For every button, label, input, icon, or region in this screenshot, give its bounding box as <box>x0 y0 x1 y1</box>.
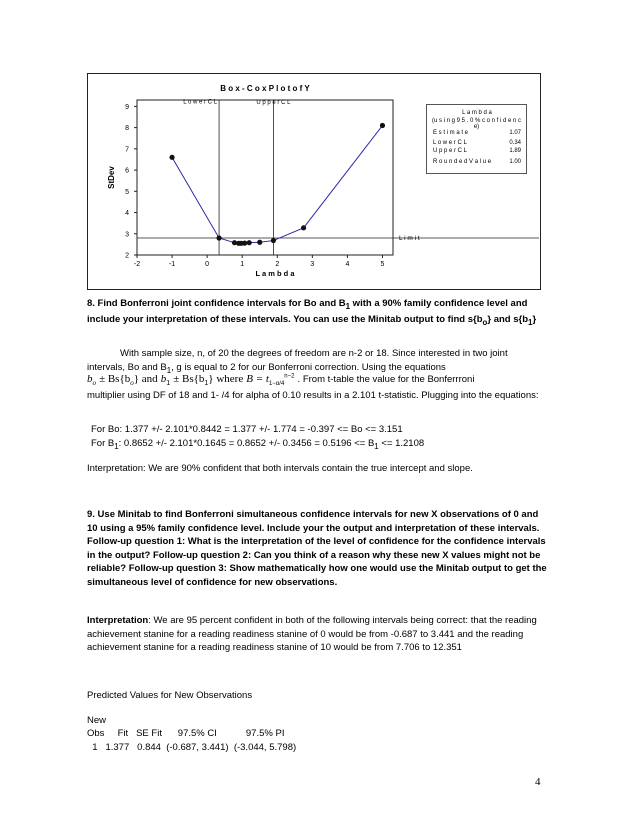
legend-title: L a m b d a <box>462 110 492 116</box>
y-tick-label: 4 <box>125 210 129 218</box>
box-cox-chart <box>0 0 638 300</box>
predicted-table-header: Obs Fit SE Fit 97.5% CI 97.5% PI <box>87 728 285 739</box>
y-tick-label: 9 <box>125 103 129 111</box>
q8-heading: 8. Find Bonferroni joint confidence intervals for Bo and $B_1$ with a 90% family confidence level and include your interpretation of these intervals. You can use the Minitab output to find $s\{b_o\}$ and $s\{b_1\}$ <box>87 298 537 328</box>
lower-cl-label: L o w e r C L <box>183 99 218 106</box>
predicted-table-row: 1 1.377 0.844 (-0.687, 3.441) (-3.044, 5.798) <box>87 742 297 753</box>
upper-cl-label: U p p e r C L <box>256 100 291 106</box>
y-axis-label: StDev <box>107 166 116 189</box>
x-tick-label: 1 <box>240 261 245 268</box>
x-axis-label: L a m b d a <box>255 269 295 278</box>
q9-interpretation: Interpretation: We are 95 percent confident in both of the following intervals being correct: that the reading achievement stanine for a reading readiness stanine of 0 would be from -0.687 to 3.441 and the reading achievement stanine for a reading readiness stanine of 10 would be from 7.706 to 12.351 <box>87 615 537 653</box>
legend-row-upper-cl: U p p e r C L 1.89 <box>433 148 521 154</box>
data-point <box>301 225 306 230</box>
q8-paragraph-2: multiplier using DF of 18 and 1- /4 for alpha of 0.10 results in a 2.101 t-statistic. Plugging into the equations: <box>87 390 539 401</box>
data-point <box>216 235 221 240</box>
limit-label: L i m i t <box>399 235 420 243</box>
x-tick-label: 5 <box>380 261 385 268</box>
q8-equation-line: $b_o \pm Bs\{b_o\}$ and $b_1 \pm Bs\{b_1\}$ where $B = t_{1-\alpha/4}^{n-2}$ . From t-table the value for the Bonferrroni <box>87 373 475 388</box>
data-point <box>169 155 174 160</box>
predicted-values-title: Predicted Values for New Observations <box>87 690 253 701</box>
data-point <box>242 241 247 246</box>
y-tick-label: 6 <box>125 167 129 175</box>
q8-bo-interval: For Bo: 1.377 +/- 2.101*0.8442 = 1.377 +/- 1.774 = -0.397 <= Bo <= 3.151 <box>91 424 403 435</box>
predicted-table-line-1: New <box>87 715 107 726</box>
legend-subtitle: (u s i n g 9 5 . 0 % c o n f i d e n c e) <box>431 118 522 130</box>
x-tick-label: 4 <box>345 261 350 268</box>
x-tick-label: 3 <box>310 261 315 268</box>
stdev-curve <box>172 125 382 243</box>
y-tick-label: 5 <box>125 188 129 196</box>
q9-heading: 9. Use Minitab to find Bonferroni simultaneous confidence intervals for new X observations of 0 and 10 using a 95% family confidence level. Include your the output and interpretation of these intervals. Follow-up question 1: What is the interpretation of the level of confidence for the confidence intervals in the output? Follow-up question 2: Can you think of a reason why these new X values might not be reliable? Follow-up question 3: Show mathematically how one would use the Minitab output to get the simultaneous level of confidence for new observations. <box>87 509 547 588</box>
legend-row-estimate: E s t i m a t e 1.07 <box>433 130 521 136</box>
x-tick-label: 0 <box>205 261 210 268</box>
y-tick-label: 8 <box>125 125 129 133</box>
q8-interpretation: Interpretation: We are 90% confident that both intervals contain the true intercept and slope. <box>87 463 473 474</box>
data-point <box>271 238 276 243</box>
legend-row-lower-cl: L o w e r C L 0.34 <box>433 140 521 146</box>
legend-row-rounded-value: R o u n d e d V a l u e 1.00 <box>433 159 521 165</box>
page-number: 4 <box>535 776 541 788</box>
chart-title: B o x - C o x P l o t o f Y <box>220 84 310 93</box>
q8-paragraph-1: With sample size, n, of 20 the degrees of freedom are n-2 or 18. Since interested in two joint intervals, Bo and $B_1$, g is equal to 2 for our Bonferroni correction. Using the equations <box>87 348 508 375</box>
data-point <box>380 123 385 128</box>
x-tick-label: -2 <box>133 261 141 268</box>
x-tick-label: -1 <box>168 261 176 268</box>
data-point <box>257 240 262 245</box>
y-tick-label: 7 <box>125 146 129 154</box>
y-tick-label: 2 <box>125 252 129 260</box>
y-tick-label: 3 <box>125 231 129 239</box>
chart-legend <box>426 104 527 174</box>
plot-area <box>137 100 393 255</box>
q8-b1-interval: For $B_1$: 0.8652 +/- 2.101*0.1645 = 0.8652 +/- $0.3456 = 0.5196 <= B_1 <= 1.2108$ <box>91 438 425 451</box>
x-tick-label: 2 <box>275 261 280 268</box>
data-point <box>247 240 252 245</box>
